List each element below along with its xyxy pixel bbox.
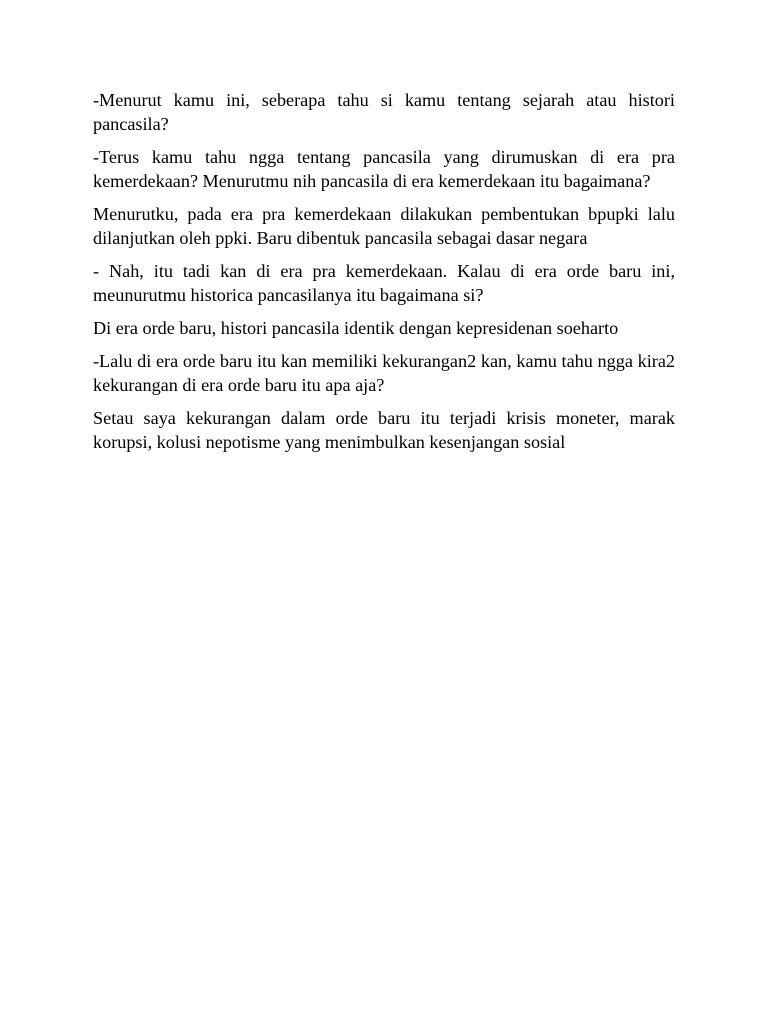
- answer-paragraph-1: Menurutku, pada era pra kemerdekaan dilakukan pembentukan bpupki lalu dilanjutkan oleh ppki. Baru dibentuk pancasila sebagai dasar negara: [93, 204, 675, 248]
- question-paragraph-3: - Nah, itu tadi kan di era pra kemerdekaan. Kalau di era orde baru ini, meunurutmu historica pancasilanya itu bagaimana si?: [93, 261, 675, 305]
- question-paragraph-4: -Lalu di era orde baru itu kan memiliki kekurangan2 kan, kamu tahu ngga kira2 kekurangan di era orde baru itu apa aja?: [93, 351, 675, 395]
- answer-paragraph-3: Setau saya kekurangan dalam orde baru itu terjadi krisis moneter, marak korupsi, kolusi nepotisme yang menimbulkan kesenjangan sosial: [93, 408, 675, 452]
- document-body: [93, 88, 675, 463]
- question-paragraph-2: -Terus kamu tahu ngga tentang pancasila yang dirumuskan di era pra kemerdekaan? Menurutmu nih pancasila di era kemerdekaan itu bagaimana?: [93, 147, 675, 191]
- answer-paragraph-2: Di era orde baru, histori pancasila identik dengan kepresidenan soeharto: [93, 318, 619, 338]
- question-paragraph-1: -Menurut kamu ini, seberapa tahu si kamu tentang sejarah atau histori pancasila?: [93, 90, 675, 134]
